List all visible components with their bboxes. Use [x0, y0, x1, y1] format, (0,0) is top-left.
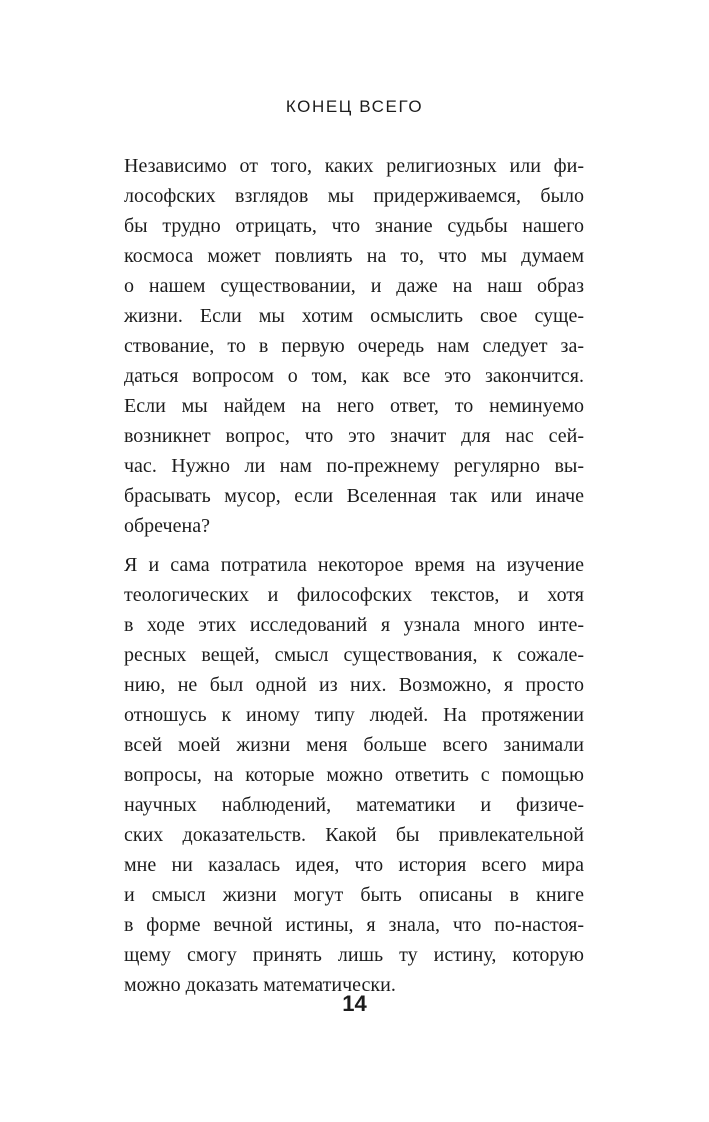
- text-line: научных наблюдений, математики и физиче-: [124, 794, 584, 816]
- text-line: брасывать мусор, если Вселенная так или иначе: [124, 485, 584, 507]
- text-line: лософских взглядов мы придерживаемся, было: [124, 185, 584, 207]
- text-line: отношусь к иному типу людей. На протяжении: [124, 704, 584, 726]
- text-line: час. Нужно ли нам по-прежнему регулярно вы-: [124, 455, 584, 477]
- text-line: жизни. Если мы хотим осмыслить свое суще-: [124, 305, 584, 327]
- text-line: ресных вещей, смысл существования, к сожале-: [124, 644, 584, 666]
- text-line: обречена?: [124, 515, 210, 537]
- text-line: бы трудно отрицать, что знание судьбы нашего: [124, 215, 584, 237]
- text-line: щему смогу принять лишь ту истину, которую: [124, 944, 584, 966]
- text-line: Я и сама потратила некоторое время на изучение: [124, 554, 584, 576]
- text-line: ствование, то в первую очередь нам следует за-: [124, 335, 584, 357]
- text-line: Если мы найдем на него ответ, то неминуемо: [124, 395, 584, 417]
- paragraph-1: [124, 151, 584, 541]
- text-line: теологических и философских текстов, и хотя: [124, 584, 584, 606]
- text-line: вопросы, на которые можно ответить с помощью: [124, 764, 584, 786]
- paragraph-2: [124, 550, 584, 1000]
- running-header-title: КОНЕЦ ВСЕГО: [285, 97, 424, 116]
- text-line: всей моей жизни меня больше всего занимали: [124, 734, 584, 756]
- text-line: космоса может повлиять на то, что мы думаем: [124, 245, 584, 267]
- text-line: даться вопросом о том, как все это закончится.: [124, 365, 584, 387]
- text-line: нию, не был одной из них. Возможно, я просто: [124, 674, 584, 696]
- text-line: возникнет вопрос, что это значит для нас сей-: [124, 425, 584, 447]
- text-line: о нашем существовании, и даже на наш образ: [124, 275, 584, 297]
- text-line: в форме вечной истины, я знала, что по-настоя-: [124, 914, 584, 936]
- page-number: 14: [342, 991, 367, 1016]
- text-line: в ходе этих исследований я узнала много инте-: [124, 614, 584, 636]
- text-line: мне ни казалась идея, что история всего мира: [124, 854, 584, 876]
- text-line: и смысл жизни могут быть описаны в книге: [124, 884, 584, 906]
- text-line: ских доказательств. Какой бы привлекательной: [124, 824, 584, 846]
- text-line: Независимо от того, каких религиозных или фи-: [124, 155, 584, 177]
- text-line: можно доказать математически.: [124, 974, 396, 996]
